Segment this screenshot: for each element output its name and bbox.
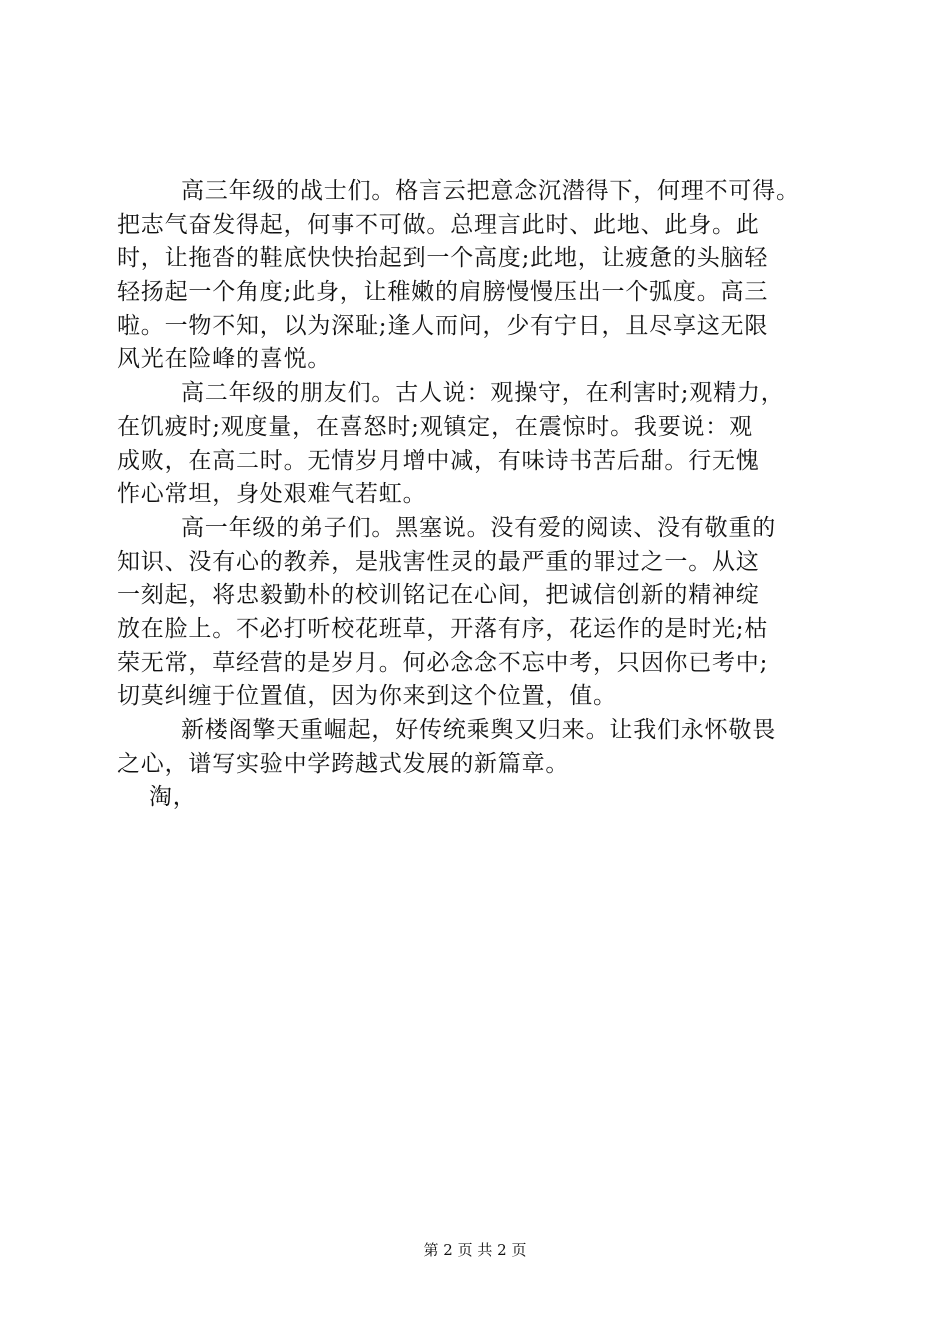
text-line: 高三年级的战士们。格言云把意念沉潜得下，何理不可得。 (181, 178, 800, 204)
page-number-label: 第 2 页 共 2 页 (423, 1241, 527, 1259)
text-line: 风光在险峰的喜悦。 (117, 346, 332, 373)
text-line: 怍心常坦，身处艰难气若虹。 (117, 481, 427, 508)
paragraph-closing (117, 714, 833, 781)
page-footer (0, 1240, 950, 1260)
text-line: 时，让拖沓的鞋底快快抬起到一个高度;此地，让疲惫的头脑轻 (117, 245, 769, 272)
paragraph-senior-two (117, 377, 833, 512)
paragraph-fragment (117, 781, 833, 815)
text-line: 荣无常，草经营的是岁月。何必念念不忘中考，只因你已考中; (117, 649, 769, 676)
text-line: 在饥疲时;观度量，在喜怒时;观镇定，在震惊时。我要说：观 (117, 413, 753, 440)
text-line: 一刻起，将忠毅勤朴的校训铭记在心间，把诚信创新的精神绽 (117, 582, 760, 609)
text-line: 啦。一物不知，以为深耻;逢人而问，少有宁日，且尽享这无限 (117, 312, 769, 339)
text-line: 成败，在高二时。无情岁月增中减，有味诗书苦后甜。行无愧 (117, 447, 760, 474)
text-line: 新楼阁擎天重崛起，好传统乘舆又归来。让我们永怀敬畏 (181, 717, 776, 743)
text-line: 高二年级的朋友们。古人说：观操守，在利害时;观精力， (181, 380, 785, 407)
text-line: 高一年级的弟子们。黑塞说。没有爱的阅读、没有敬重的 (181, 514, 776, 541)
text-line: 之心，谱写实验中学跨越式发展的新篇章。 (117, 750, 570, 777)
text-line: 放在脸上。不必打听校花班草，开落有序，花运作的是时光;枯 (117, 615, 769, 642)
document-body (117, 175, 833, 815)
paragraph-senior-one (117, 512, 833, 714)
paragraph-senior-three (117, 175, 833, 377)
text-line: 淘， (149, 784, 197, 811)
text-line: 轻扬起一个角度;此身，让稚嫩的肩膀慢慢压出一个弧度。高三 (117, 279, 769, 306)
text-line: 把志气奋发得起，何事不可做。总理言此时、此地、此身。此 (117, 211, 760, 238)
text-line: 切莫纠缠于位置值，因为你来到这个位置，值。 (117, 683, 617, 710)
text-line: 知识、没有心的教养，是戕害性灵的最严重的罪过之一。从这 (117, 548, 760, 575)
